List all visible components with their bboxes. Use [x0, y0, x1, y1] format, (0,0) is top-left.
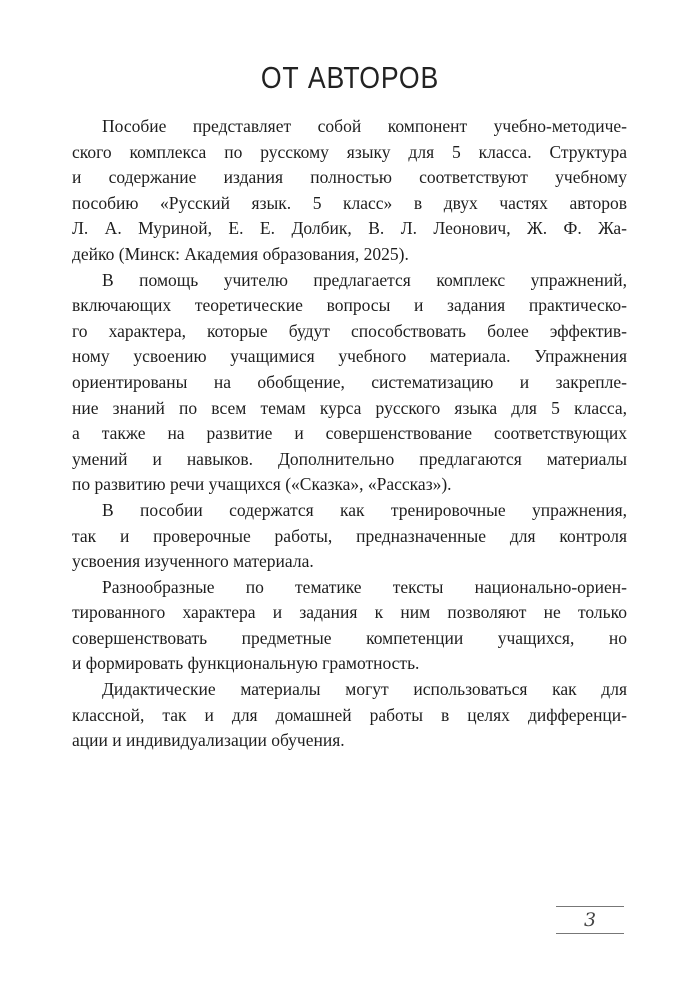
text-line: ному усвоению учащимися учебного материала. Упражнения	[72, 346, 627, 367]
paragraph-exercises	[72, 268, 627, 498]
text-line: так и проверочные работы, предназначенные для контроля	[72, 525, 627, 546]
text-line: ского комплекса по русскому языку для 5 класса. Структура	[72, 141, 627, 162]
text-line: пособию «Русский язык. 5 класс» в двух частях авторов	[72, 192, 627, 213]
text-line: тированного характера и задания к ним позволяют не только	[72, 602, 627, 623]
page-title: ОТ АВТОРОВ	[260, 60, 440, 95]
paragraph-texts	[72, 575, 627, 677]
paragraph-usage	[72, 677, 627, 754]
text-line: ориентированы на обобщение, систематизацию и закрепле-	[72, 371, 627, 392]
text-line: В помощь учителю предлагается комплекс упражнений,	[102, 269, 627, 290]
text-line: ние знаний по всем темам курса русского языка для 5 класса,	[72, 397, 627, 418]
paragraph-tests	[72, 498, 627, 575]
text-line: го характера, которые будут способствовать более эффектив-	[72, 320, 627, 341]
text-line: Пособие представляет собой компонент учебно-методиче-	[102, 116, 627, 136]
text-line: дейко (Минск: Академия образования, 2025).	[72, 243, 409, 264]
text-line: и содержание издания полностью соответствуют учебному	[72, 167, 627, 188]
text-line: совершенствовать предметные компетенции учащихся, но	[72, 627, 627, 648]
text-line: классной, так и для домашней работы в целях дифференци-	[72, 704, 627, 725]
text-line: а также на развитие и совершенствование соответствующих	[72, 423, 627, 444]
page-number: 3	[583, 909, 597, 931]
text-line: В пособии содержатся как тренировочные упражнения,	[102, 499, 627, 520]
text-line: Дидактические материалы могут использоваться как для	[102, 679, 627, 700]
text-line: ации и индивидуализации обучения.	[72, 730, 345, 751]
text-line: и формировать функциональную грамотность.	[72, 653, 420, 674]
paragraph-intro	[72, 114, 627, 268]
text-line: включающих теоретические вопросы и задания практическо-	[72, 295, 627, 316]
body-text	[72, 114, 627, 754]
text-line: умений и навыков. Дополнительно предлагаются материалы	[72, 448, 627, 469]
text-line: усвоения изученного материала.	[72, 551, 314, 572]
text-line: Разнообразные по тематике тексты национально-ориен-	[102, 576, 627, 597]
page-number-rule-bottom	[556, 933, 624, 934]
text-line: Л. А. Муриной, Е. Е. Долбик, В. Л. Леонович, Ж. Ф. Жа-	[72, 218, 627, 239]
text-line: по развитию речи учащихся («Сказка», «Рассказ»).	[72, 474, 452, 495]
